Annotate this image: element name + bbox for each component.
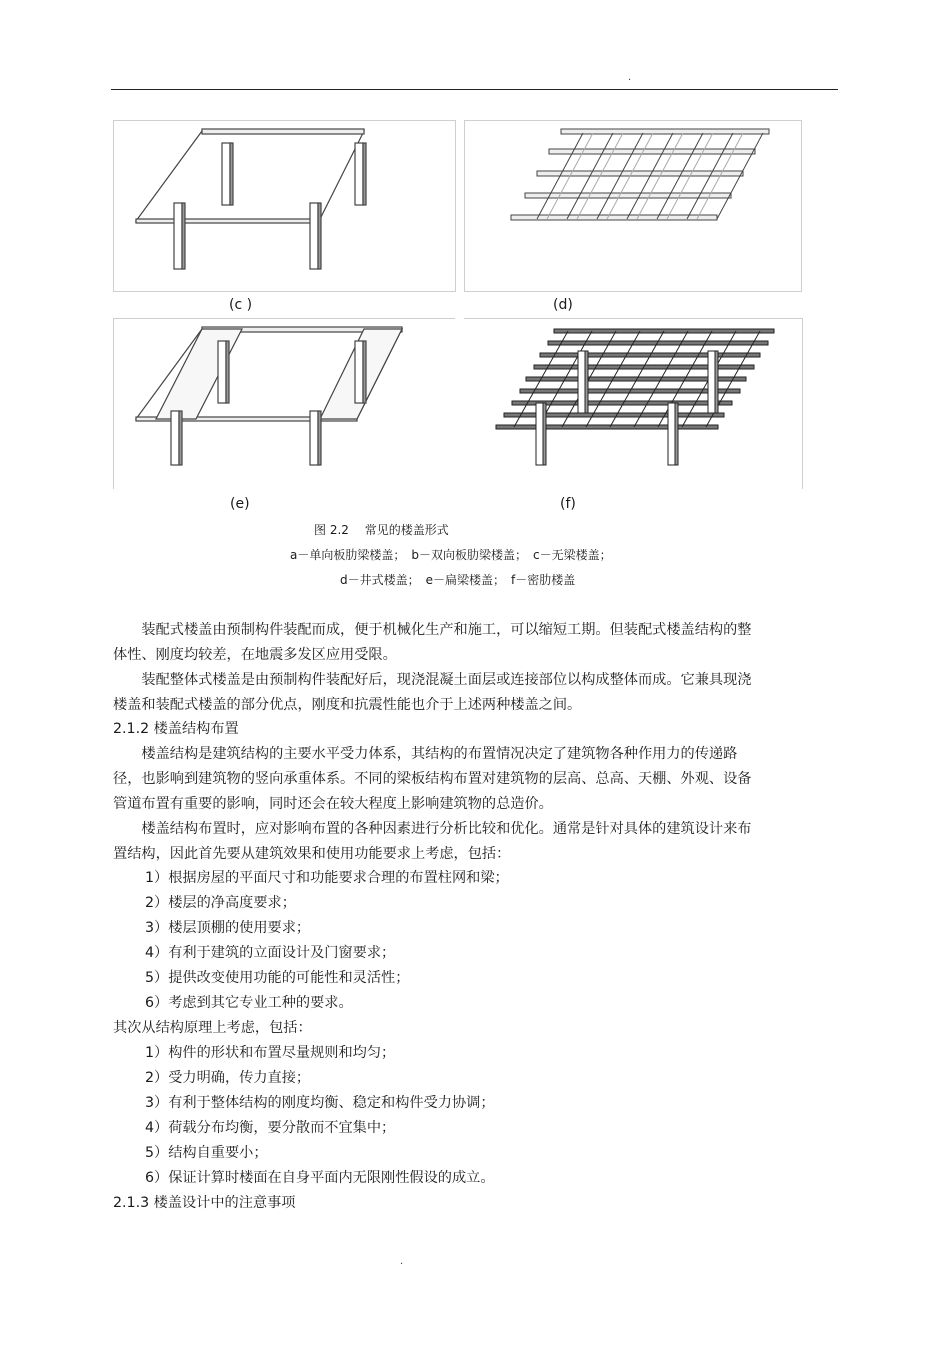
figure-label-c: (c ) <box>229 297 253 313</box>
figure-panel-f <box>464 318 803 489</box>
list-item: 1）构件的形状和布置尽量规则和均匀； <box>145 1045 396 1061</box>
paragraph-structural-principles: 其次从结构原理上考虑，包括： <box>113 1020 312 1036</box>
list-item: 3）楼层顶棚的使用要求； <box>145 920 311 936</box>
list-item: 5）提供改变使用功能的可能性和灵活性； <box>145 970 410 986</box>
list-item: 4）荷载分布均衡，要分散而不宜集中； <box>145 1120 396 1136</box>
list-item: 2）受力明确，传力直接； <box>145 1070 311 1086</box>
paragraph-floor-system: 楼盖结构是建筑结构的主要水平受力体系，其结构的布置情况决定了建筑物各种作用力的传递路径，也影响到建筑物的竖向承重体系。不同的梁板结构布置对建筑物的层高、总高、天棚、外观、设备管道布置有重要的影响，同时还会在较大程度上影响建筑物的总造价。 <box>113 746 752 812</box>
ribbed-slab-illustration <box>464 319 802 489</box>
paragraph-floor-layout: 楼盖结构布置时，应对影响布置的各种因素进行分析比较和优化。通常是针对具体的建筑设计来布置结构，因此首先要从建筑效果和使用功能要求上考虑，包括： <box>113 821 752 862</box>
figure-panel-d <box>464 120 802 292</box>
footer-dot: . <box>400 1256 404 1267</box>
list-item: 4）有利于建筑的立面设计及门窗要求； <box>145 945 396 961</box>
list-item: 1）根据房屋的平面尺寸和功能要求合理的布置柱网和梁； <box>145 870 509 886</box>
band-beam-slab-illustration <box>114 319 455 489</box>
paragraph-prefab-integral-floor: 装配整体式楼盖是由预制构件装配好后，现浇混凝土面层或连接部位以构成整体而成。它兼具现浇楼盖和装配式楼盖的部分优点，刚度和抗震性能也介于上述两种楼盖之间。 <box>113 672 752 713</box>
paragraph-prefab-floor: 装配式楼盖由预制构件装配而成，便于机械化生产和施工，可以缩短工期。但装配式楼盖结构的整体性、刚度均较差，在地震多发区应用受限。 <box>113 622 752 663</box>
figure-panel-c <box>113 120 456 292</box>
figure-label-e: (e) <box>230 496 250 512</box>
flat-slab-illustration <box>114 121 455 291</box>
list-item: 2）楼层的净高度要求； <box>145 895 296 911</box>
list-item: 3）有利于整体结构的刚度均衡、稳定和构件受力协调； <box>145 1095 495 1111</box>
list-item: 6）考虑到其它专业工种的要求。 <box>145 995 353 1011</box>
figure-panel-e <box>113 318 455 489</box>
section-heading-2-1-3: 2.1.3 楼盖设计中的注意事项 <box>113 1195 296 1211</box>
figure-label-f: (f) <box>560 496 576 512</box>
header-dot: . <box>628 72 632 83</box>
figure-legend-line-1: a－单向板肋梁楼盖； b－双向板肋梁楼盖； c－无梁楼盖； <box>290 548 612 562</box>
section-heading-2-1-2: 2.1.2 楼盖结构布置 <box>113 721 239 737</box>
figure-legend-line-2: d－井式楼盖； e－扁梁楼盖； f－密肋楼盖 <box>340 573 576 587</box>
list-item: 6）保证计算时楼面在自身平面内无限刚性假设的成立。 <box>145 1170 495 1186</box>
figure-label-d: (d) <box>553 297 573 313</box>
list-item: 5）结构自重要小； <box>145 1145 268 1161</box>
header-rule <box>111 89 838 90</box>
figure-caption: 图 2.2 常见的楼盖形式 <box>314 523 449 537</box>
waffle-slab-illustration <box>465 121 801 291</box>
